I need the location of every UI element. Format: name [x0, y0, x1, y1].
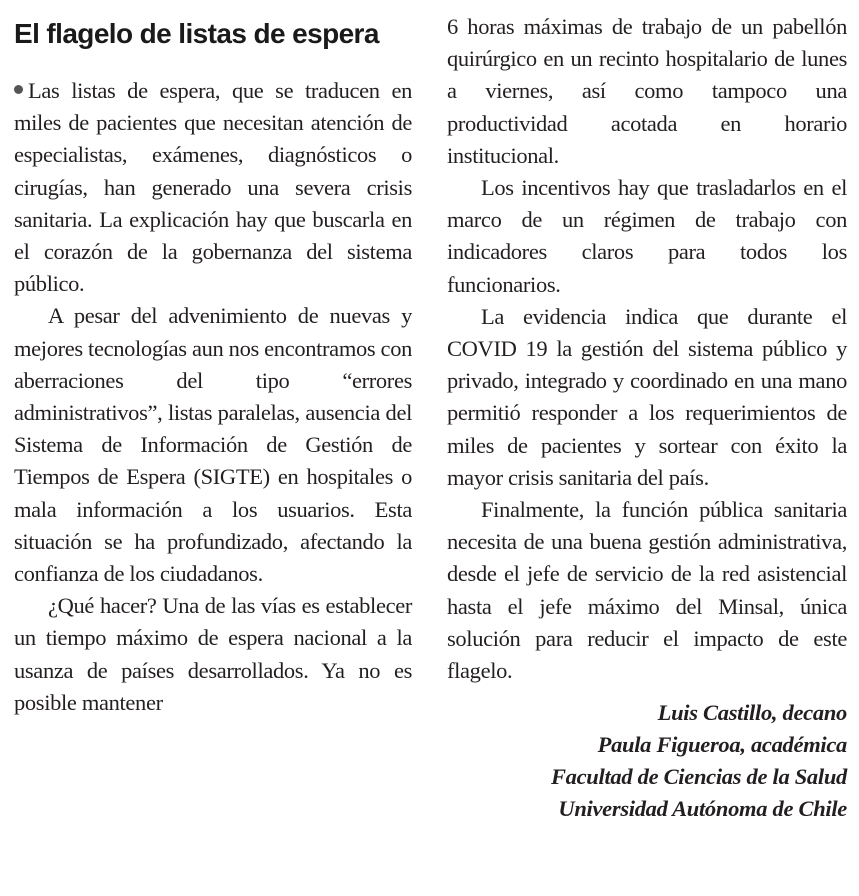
signature-line: Universidad Autónoma de Chile [558, 796, 847, 822]
right-column [447, 0, 847, 825]
paragraph-1-text: Las listas de espera, que se traducen en miles de pacientes que necesitan atención de especialistas, exámenes, diagnósticos o cirugías, han generado una severa crisis sanitaria. La explicación hay que buscarla en el corazón de la gobernanza del sistema público. [14, 78, 412, 297]
paragraph-3-start: ¿Qué hacer? Una de las vías es establecer un tiempo máximo de espera nacional a la usanza de países desarrollados. Ya no es posible mantener [14, 593, 412, 715]
signature-block [447, 697, 847, 825]
paragraph-4: Los incentivos hay que trasladarlos en el marco de un régimen de trabajo con indicadores claros para todos los funcionarios. [447, 175, 847, 297]
signature-line: Luis Castillo, decano [657, 700, 847, 726]
left-column [14, 0, 412, 719]
paragraph-5: La evidencia indica que durante el COVID 19 la gestión del sistema público y privado, integrado y coordinado en una mano permitió responder a los requerimientos de miles de pacientes y sortear con éxito la mayor crisis sanitaria del país. [447, 303, 847, 490]
signature-line: Facultad de Ciencias de la Salud [550, 764, 847, 790]
signature-line: Paula Figueroa, académica [597, 732, 847, 758]
paragraph-6: Finalmente, la función pública sanitaria necesita de una buena gestión administrativa, desde el jefe de servicio de la red asistencial hasta el jefe máximo del Minsal, única solución para reducir el impacto de este flagelo. [447, 497, 847, 684]
article-title: El flagelo de listas de espera [14, 18, 379, 49]
paragraph-1 [14, 75, 412, 300]
paragraph-3-continued: 6 horas máximas de trabajo de un pabellón quirúrgico en un recinto hospitalario de lunes a viernes, así como tampoco una productividad acotada en horario institucional. [447, 14, 847, 168]
paragraph-2: A pesar del advenimiento de nuevas y mejores tecnologías aun nos encontramos con aberraciones del tipo “errores administrativos”, listas paralelas, ausencia del Sistema de Información de Gestión de Tiempos de Espera (SIGTE) en hospitales o mala información a los usuarios. Esta situación se ha profundizado, afectando la confianza de los ciudadanos. [14, 303, 412, 587]
bullet-icon [14, 85, 23, 94]
